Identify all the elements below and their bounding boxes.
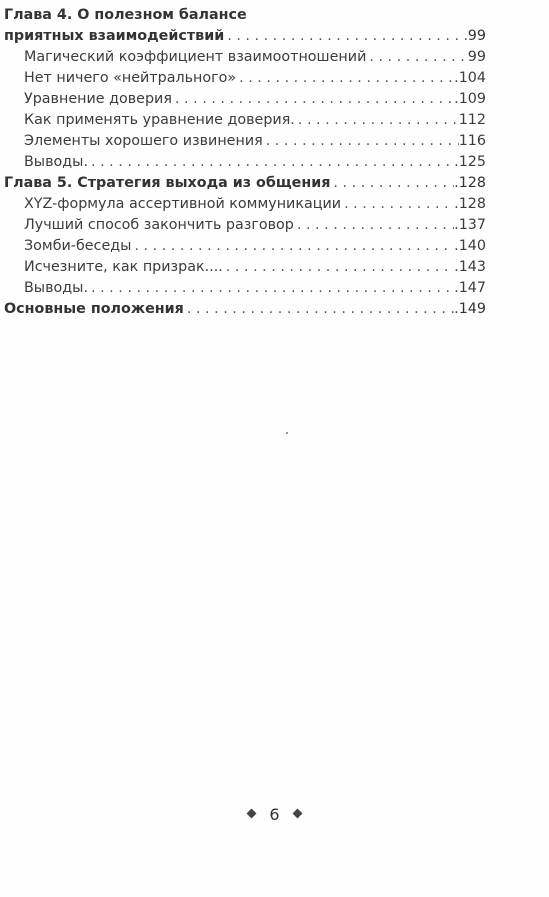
toc-item-label: Как применять уравнение доверия. [24,112,295,128]
toc-item-label: Нет ничего «нейтрального» [24,70,237,86]
key-points-title: Основные положения [4,301,184,317]
dot-leader [294,215,454,236]
toc-item-label: Элементы хорошего извинения [24,133,263,149]
toc-item[interactable] [4,152,486,173]
dot-leader [330,173,454,194]
page-number: .137 [454,217,486,233]
toc-item[interactable] [4,89,486,110]
page-number: .109 [454,91,486,107]
page-number: .128 [454,175,486,191]
key-points-entry[interactable] [4,299,486,320]
page-number: 99 [467,49,486,65]
page-number: 112 [458,112,486,128]
toc-item[interactable] [4,47,486,68]
toc-item[interactable] [4,68,486,89]
toc-item-label: Зомби-беседы [24,238,132,254]
chapter-4-title-line2: приятных взаимодействий [4,28,225,44]
dot-leader [295,110,459,131]
dot-leader [366,47,467,68]
toc-item[interactable] [4,215,486,236]
page-number: 99 [467,28,486,44]
dot-leader [263,131,459,152]
toc-item[interactable] [4,257,486,278]
dot-leader [224,26,468,47]
chapter-4-title-line1: Глава 4. О полезном балансе [4,7,247,23]
footer-page-number: 6 [269,805,280,824]
page-number: .143 [454,259,486,275]
dot-leader [236,68,454,89]
chapter-4-entry[interactable] [4,26,486,47]
dot-leader [131,236,454,257]
toc-item-label: XYZ-формула ассертивной коммуникации [24,196,342,212]
dot-leader [184,299,454,320]
toc-item[interactable] [4,236,486,257]
page-number: .149 [454,301,486,317]
paper-speck [286,432,288,434]
dot-leader [341,194,454,215]
toc-item[interactable] [4,194,486,215]
page-footer [0,805,549,824]
page-number: .147 [454,280,486,296]
diamond-ornament-icon [292,809,302,819]
toc-item-label: Исчезните, как призрак.... [24,259,223,275]
toc-item[interactable] [4,278,486,299]
page-number: .104 [454,70,486,86]
toc-item-label: Выводы. [24,280,88,296]
chapter-5-title: Глава 5. Стратегия выхода из общения [4,175,331,191]
dot-leader [223,257,454,278]
page-number: .128 [454,196,486,212]
chapter-5-entry[interactable] [4,173,486,194]
dot-leader [88,278,454,299]
toc-item-label: Лучший способ закончить разговор [24,217,294,233]
dot-leader [172,89,454,110]
toc-item-label: Выводы. [24,154,88,170]
toc-item-label: Уравнение доверия [24,91,172,107]
page-number: .125 [454,154,486,170]
page-number: 116 [458,133,486,149]
dot-leader [88,152,454,173]
table-of-contents [4,5,486,320]
page-number: .140 [454,238,486,254]
toc-item[interactable] [4,110,486,131]
diamond-ornament-icon [247,809,257,819]
toc-item-label: Магический коэффициент взаимоотношений [24,49,367,65]
toc-item[interactable] [4,131,486,152]
